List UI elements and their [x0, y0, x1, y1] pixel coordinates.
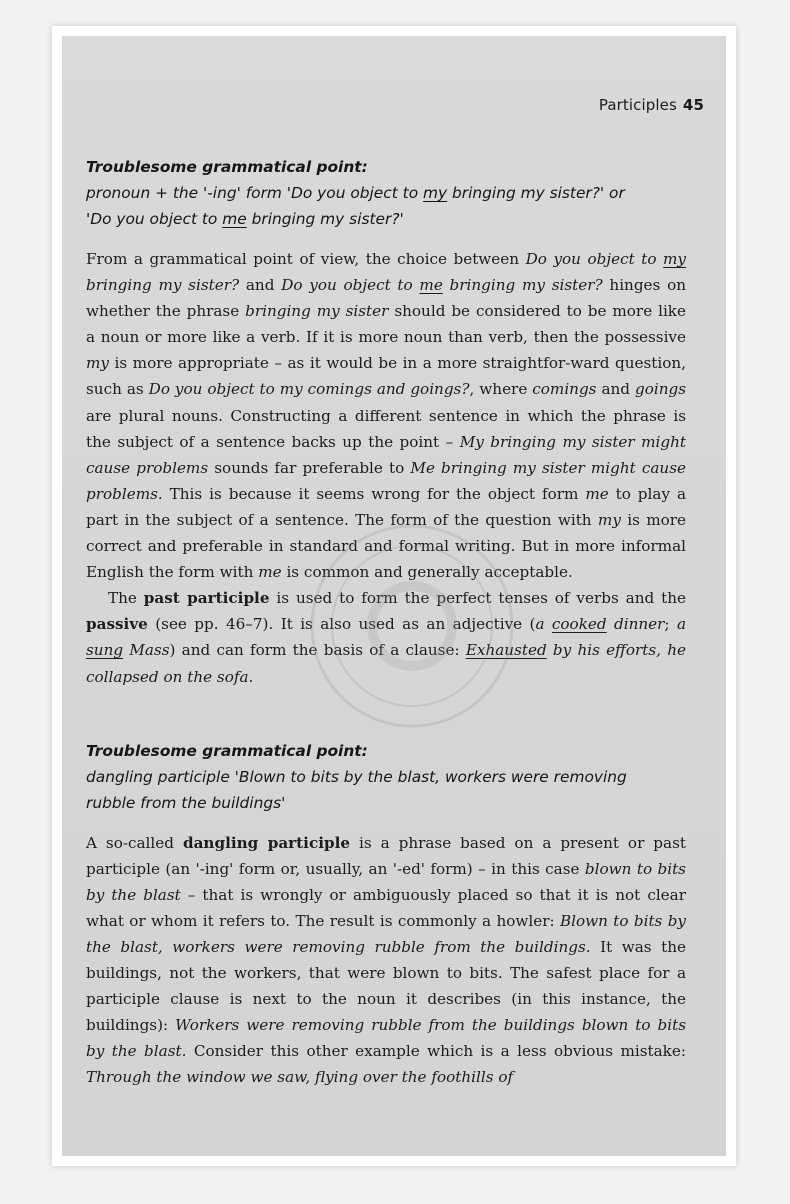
photo-frame	[52, 26, 736, 1166]
box-text: bringing my sister?'	[246, 210, 404, 228]
italic-text: blown to bits by the blast	[86, 859, 686, 904]
italic-text: me	[258, 563, 282, 582]
underlined-word: my	[423, 184, 448, 202]
box-line	[86, 180, 686, 206]
bold-term: dangling participle	[182, 833, 351, 852]
underlined-word: sung	[86, 641, 124, 660]
italic-text: goings	[634, 380, 686, 399]
italic-text: my	[597, 510, 621, 529]
box-title: Troublesome grammatical point:	[86, 158, 368, 176]
box-text: 'Do you object to	[86, 210, 223, 228]
italic-text: by his efforts, he collapsed on the sofa.	[86, 641, 686, 686]
italic-text: my	[86, 354, 109, 373]
paragraph-dangling-participle	[86, 830, 686, 1091]
italic-text: a	[676, 615, 686, 634]
text: ) and can form the basis of a clause:	[169, 641, 466, 660]
text: and	[239, 276, 282, 295]
box-title: Troublesome grammatical point:	[86, 741, 368, 760]
italic-text: a	[535, 615, 552, 634]
italic-text: Mass	[123, 641, 170, 660]
italic-text: Do you object to	[525, 250, 664, 268]
bold-term: passive	[86, 615, 148, 634]
text: sounds far preferable to	[208, 458, 411, 477]
text: A so-called	[86, 833, 183, 852]
box-text: pronoun + the '-ing' form 'Do you object to	[86, 184, 424, 202]
text: are plural nouns. Constructing a different sentence in which the phrase is the subject of a sentence backs up the point –	[86, 406, 686, 451]
underlined-word: me	[222, 210, 247, 228]
box-line: rubble from the buildings'	[86, 793, 286, 812]
box-line	[86, 206, 686, 232]
paragraph-possessive	[86, 246, 686, 585]
paragraph-past-participle	[86, 585, 686, 689]
italic-text: Blown to bits by the blast, workers were removing rubble from the buildings.	[86, 911, 687, 956]
italic-text: Workers were removing rubble from the buildings blown to bits by the blast.	[86, 1016, 686, 1061]
text: It was the buildings, not the workers, that were blown to bits. The safest place for a participle clause is next to the noun it describes (in this instance, the buildings):	[86, 937, 686, 1035]
text: is more appropriate – as it would be in a more straightfor-ward question, such as	[86, 354, 686, 399]
text: , where	[469, 380, 533, 399]
text: From a grammatical point of view, the choice between	[86, 250, 526, 268]
italic-text: bringing my sister?	[442, 276, 603, 295]
underlined-word: me	[419, 276, 443, 295]
grammar-box-2	[86, 738, 686, 816]
text: The	[108, 589, 144, 608]
text: – that is wrongly or ambiguously placed so that it is not clear what or whom it refers to. The result is commonly a howler:	[86, 885, 686, 930]
bold-term: past participle	[143, 589, 270, 608]
text: should be considered to be more like a noun or more like a verb. If it is more noun than verb, then the possessive	[86, 302, 686, 347]
text: ;	[664, 615, 677, 634]
running-head	[599, 96, 704, 114]
italic-text: comings	[532, 380, 597, 399]
book-page	[62, 36, 726, 1156]
underlined-word: Exhausted	[465, 641, 547, 660]
text: Consider this other example which is a less obvious mistake:	[186, 1042, 686, 1061]
text: and	[596, 380, 635, 399]
underlined-word: my	[663, 250, 686, 268]
box-line: dangling participle 'Blown to bits by the blast, workers were removing	[86, 767, 627, 786]
italic-text: Do you object to my comings and goings?	[148, 380, 470, 399]
italic-text: Me bringing my sister might cause problems.	[86, 458, 686, 503]
italic-text: bringing my sister?	[86, 276, 240, 295]
italic-text: me	[585, 484, 609, 503]
text: to play a part in the subject of a sentence. The form of the question with	[86, 484, 687, 529]
text: is common and generally acceptable.	[281, 563, 573, 582]
text: is more correct and preferable in standard and formal writing. But in more informal English the form with	[86, 510, 686, 582]
italic-text: My bringing my sister might cause problems	[86, 432, 687, 477]
text: This is because it seems wrong for the object form	[162, 484, 586, 503]
text: hinges on whether the phrase	[86, 276, 687, 321]
page-content	[86, 154, 686, 1091]
italic-text: Do you object to	[281, 276, 420, 295]
grammar-box-1	[86, 154, 686, 232]
section-title: Participles	[598, 96, 677, 114]
italic-text: Through the window we saw, flying over the foothills of	[86, 1068, 514, 1087]
text: is a phrase based on a present or past participle (an '-ing' form or, usually, an '-ed' form) – in this case	[86, 833, 686, 878]
italic-text: dinner	[606, 615, 665, 634]
underlined-word: cooked	[551, 615, 607, 634]
text: (see pp. 46–7). It is also used as an adjective (	[147, 615, 536, 634]
text: is used to form the perfect tenses of verbs and the	[269, 589, 686, 608]
italic-text: bringing my sister	[245, 302, 389, 321]
box-text: bringing my sister?' or	[447, 184, 625, 202]
page-number: 45	[682, 96, 704, 114]
